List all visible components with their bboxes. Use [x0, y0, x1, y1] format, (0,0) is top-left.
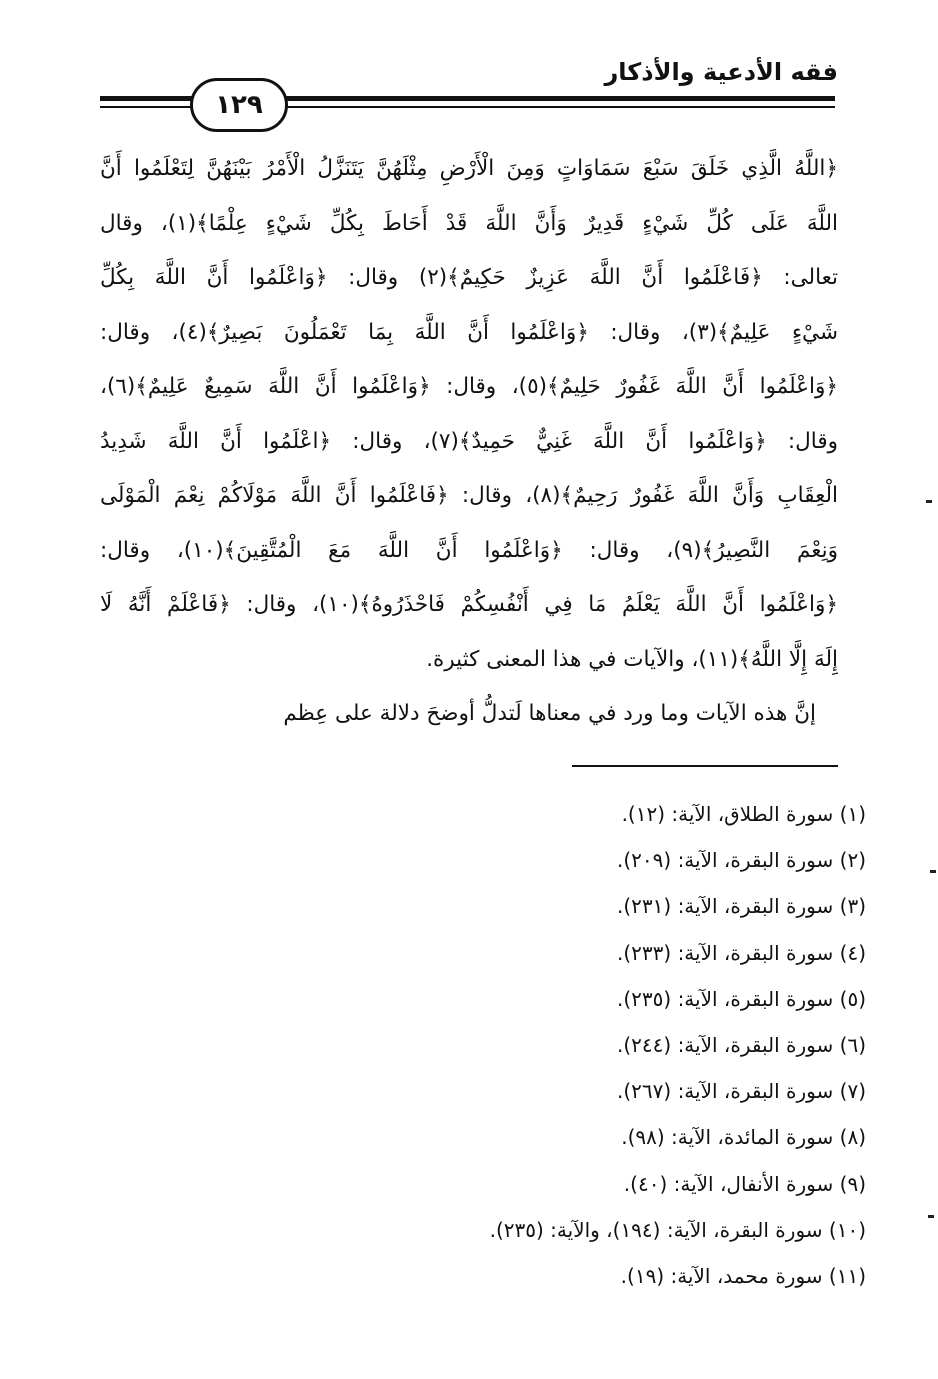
footnote: (١) سورة الطلاق، الآية: (١٢).	[621, 802, 866, 826]
page-number: ١٢٩	[215, 90, 263, 120]
footnote: (٤) سورة البقرة، الآية: (٢٣٣).	[617, 940, 866, 965]
paragraph-second	[100, 687, 838, 742]
text-line: إنَّ هذه الآيات وما ورد في معناها لَتدلُّ أوضحَ دلالة على عِظم	[283, 701, 816, 726]
main-text	[100, 142, 838, 742]
text-line: وقال: ﴿وَاعْلَمُوا أَنَّ اللَّهَ غَنِيٌّ حَمِيدٌ﴾(٧)، وقال: ﴿اعْلَمُوا أَنَّ اللَّهَ شَدِيدُ	[100, 428, 838, 454]
footnote: (٨) سورة المائدة، الآية: (٩٨).	[621, 1125, 866, 1150]
text-line: ﴿وَاعْلَمُوا أَنَّ اللَّهَ يَعْلَمُ مَا فِي أَنْفُسِكُمْ فَاحْذَرُوهُ﴾(١٠)، وقال: ﴿فَاعْلَمْ أَنَّهُ لَا	[100, 592, 838, 617]
footnote: (١١) سورة محمد، الآية: (١٩).	[620, 1263, 866, 1288]
scan-mark	[926, 500, 932, 503]
text-line: إِلَهَ إِلَّا اللَّهُ﴾(١١)، والآيات في هذا المعنى كثيرة.	[426, 646, 838, 672]
footnote: (٩) سورة الأنفال، الآية: (٤٠).	[623, 1171, 866, 1196]
scan-mark	[930, 870, 936, 873]
text-line: الْعِقَابِ وَأَنَّ اللَّهَ غَفُورٌ رَحِيمٌ﴾(٨)، وقال: ﴿فَاعْلَمُوا أَنَّ اللَّهَ مَوْلَاكُمْ نِعْمَ الْمَوْلَى	[100, 483, 838, 508]
text-line: شَيْءٍ عَلِيمٌ﴾(٣)، وقال: ﴿وَاعْلَمُوا أَنَّ اللَّهَ بِمَا تَعْمَلُونَ بَصِيرٌ﴾(٤)، وقال:	[100, 319, 838, 345]
running-title: فقه الأدعية والأذكار	[604, 58, 838, 86]
footnote: (٣) سورة البقرة، الآية: (٢٣١).	[617, 894, 866, 919]
footnote: (٥) سورة البقرة، الآية: (٢٣٥).	[617, 986, 866, 1011]
page-number-badge	[190, 78, 288, 132]
footnotes-list	[326, 795, 866, 1303]
scan-mark	[928, 1215, 934, 1218]
text-line: تعالى: ﴿فَاعْلَمُوا أَنَّ اللَّهَ عَزِيزٌ حَكِيمٌ﴾(٢) وقال: ﴿وَاعْلَمُوا أَنَّ اللَّهَ بِكُلِّ	[100, 265, 838, 290]
text-line: ﴿وَاعْلَمُوا أَنَّ اللَّهَ غَفُورٌ حَلِيمٌ﴾(٥)، وقال: ﴿وَاعْلَمُوا أَنَّ اللَّهَ سَمِيعٌ عَلِيمٌ﴾(٦)،	[100, 374, 838, 399]
footnote-separator	[572, 765, 838, 767]
text-line: ﴿اللَّهُ الَّذِي خَلَقَ سَبْعَ سَمَاوَاتٍ وَمِنَ الْأَرْضِ مِثْلَهُنَّ يَتَنَزَّلُ الْأَمْرُ بَيْنَهُنَّ لِتَعْلَمُوا أَنَّ	[100, 156, 838, 181]
text-line: وَنِعْمَ النَّصِيرُ﴾(٩)، وقال: ﴿وَاعْلَمُوا أَنَّ اللَّهَ مَعَ الْمُتَّقِينَ﴾(١٠)، وقال:	[100, 537, 838, 563]
footnote: (٢) سورة البقرة، الآية: (٢٠٩).	[617, 848, 866, 873]
footnote: (٧) سورة البقرة، الآية: (٢٦٧).	[617, 1079, 866, 1104]
text-line: اللَّهَ عَلَى كُلِّ شَيْءٍ قَدِيرٌ وَأَنَّ اللَّهَ قَدْ أَحَاطَ بِكُلِّ شَيْءٍ عِلْمًا﴾(١)، وقال	[100, 210, 838, 236]
footnote: (٦) سورة البقرة، الآية: (٢٤٤).	[617, 1032, 866, 1057]
footnote: (١٠) سورة البقرة، الآية: (١٩٤)، والآية: (٢٣٥).	[489, 1217, 866, 1242]
